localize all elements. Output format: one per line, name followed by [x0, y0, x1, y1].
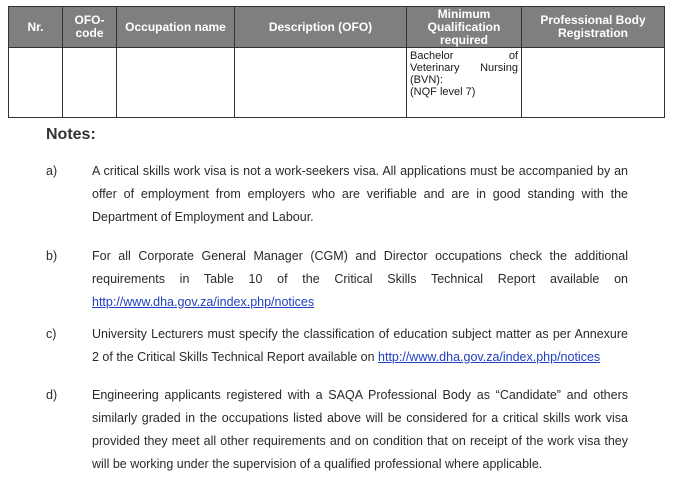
qualification-line: Bachelor of [410, 50, 518, 62]
note-a [46, 160, 628, 229]
note-text: Engineering applicants registered with a SAQA Professional Body as “Candidate” and others similarly graded in the occupations listed above will be considered for a critical skills work visa provided they meet all other requirements and on condition that on receipt of the work visa they will be working under the supervision of a qualified professional where applicable. [92, 388, 628, 471]
note-c-body: University Lecturers must specify the classification of education subject matter as per Annexure 2 of the Critical Skills Technical Report available on [92, 327, 628, 364]
header-description: Description (OFO) [235, 7, 407, 48]
cell-description [235, 48, 407, 118]
cell-min-qualification [407, 48, 522, 118]
header-nr: Nr. [9, 7, 63, 48]
note-marker: d) [46, 388, 58, 402]
header-professional-body: Professional Body Registration [522, 7, 665, 48]
header-min-qualification: Minimum Qualification required [407, 7, 522, 48]
qualification-line: Veterinary Nursing [410, 62, 518, 74]
note-text [92, 323, 628, 369]
note-marker: a) [46, 164, 58, 178]
cell-nr [9, 48, 63, 118]
cell-occupation-name [117, 48, 235, 118]
note-c [46, 323, 628, 369]
dha-notices-link[interactable]: http://www.dha.gov.za/index.php/notices [378, 350, 601, 364]
notes-heading: Notes: [46, 126, 96, 143]
note-d [46, 384, 628, 476]
table-row [9, 48, 665, 118]
cell-ofo-code [63, 48, 117, 118]
header-ofo-code: OFO- code [63, 7, 117, 48]
qualification-line: (BVN): [410, 74, 443, 86]
dha-notices-link[interactable]: http://www.dha.gov.za/index.php/notices [92, 295, 315, 309]
note-marker: c) [46, 327, 57, 341]
cell-professional-body [522, 48, 665, 118]
table-header-row [9, 7, 665, 48]
note-text: A critical skills work visa is not a work-seekers visa. All applications must be accompanied by an offer of employment from employers who are verifiable and are in good standing with the Department of Employment and Labour. [92, 164, 628, 224]
qualification-line: (NQF level 7) [410, 86, 476, 98]
header-occupation-name: Occupation name [117, 7, 235, 48]
note-b-body: For all Corporate General Manager (CGM) and Director occupations check the additional requirements in Table 10 of the Critical Skills Technical Report available on [92, 249, 628, 286]
note-text [92, 245, 628, 314]
note-marker: b) [46, 249, 58, 263]
note-b [46, 245, 628, 314]
occupation-table [8, 6, 665, 118]
